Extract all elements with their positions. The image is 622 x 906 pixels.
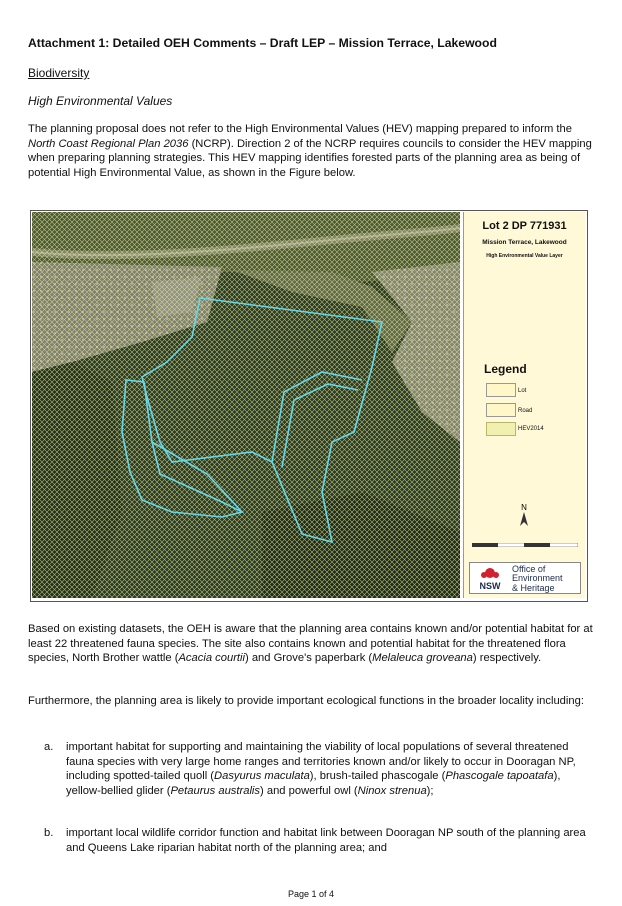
list-item-text: important local wildlife corridor function and habitat link between Dooragan NP south of the planning area and Queens Lake riparian habitat north of the planning area; and [66,827,586,854]
legend-label-lot: Lot [518,388,527,394]
list-item [44,740,596,808]
oeh-logo-text: Office of Environment & Heritage [512,564,563,593]
legend-swatch-road [486,403,516,417]
section-heading-biodiversity: Biodiversity [28,66,90,80]
scale-bar [472,543,578,547]
document-title: Attachment 1: Detailed OEH Comments – Draft LEP – Mission Terrace, Lakewood [28,36,497,50]
svg-text:NSW: NSW [479,581,501,591]
svg-text:N: N [521,503,527,512]
map-info-panel [463,212,585,598]
list-item [44,826,596,858]
legend-title: Legend [484,362,527,376]
subsection-heading-hev: High Environmental Values [28,94,173,108]
page-number: Page 1 of 4 [287,889,335,899]
nsw-oeh-logo [469,562,581,594]
panel-layer-name: High Environmental Value Layer [486,253,563,259]
legend-swatch-lot [486,383,516,397]
list-marker: b. [44,827,54,839]
nsw-waratah-logo-icon [472,565,508,591]
north-arrow-icon [516,502,532,528]
paragraph-threatened-species: Based on existing datasets, the OEH is aware that the planning area contains known and/or potential habitat for at least 22 threatened fauna species. The site also contains known and potential habitat for the threatened flora species, North Brother wattle (Acacia courtii) and Grove's paperbark (Melaleuca groveana) respectively. [28,623,593,665]
list-marker: a. [44,741,54,753]
aerial-map [32,212,460,598]
legend-label-road: Road [518,408,533,414]
panel-title: Lot 2 DP 771931 [482,220,567,232]
list-item-text: important habitat for supporting and maintaining the viability of local populations of several threatened fauna species with very large home ranges and territories known and/or likely to occur in Dooragan NP, including spotted-tailed quoll (Dasyurus maculata), brush-tailed phascogale (Phascogale tapoatafa), yellow-bellied glider (Petaurus australis) and powerful owl (Ninox strenua); [66,741,576,797]
paragraph-hev-mapping: The planning proposal does not refer to the High Environmental Values (HEV) mapping prepared to inform the North Coast Regional Plan 2036 (NCRP). Direction 2 of the NCRP requires councils to consider the HEV mapping when preparing planning strategies. This HEV mapping identifies forested parts of the planning area as being of potential High Environmental Value, as shown in the Figure below. [28,123,592,179]
legend-label-hev: HEV2014 [518,426,544,432]
panel-location: Mission Terrace, Lakewood [482,239,567,246]
legend-swatch-hev [486,422,516,436]
paragraph-ecological-functions: Furthermore, the planning area is likely to provide important ecological functions in the broader locality including: [28,695,584,707]
